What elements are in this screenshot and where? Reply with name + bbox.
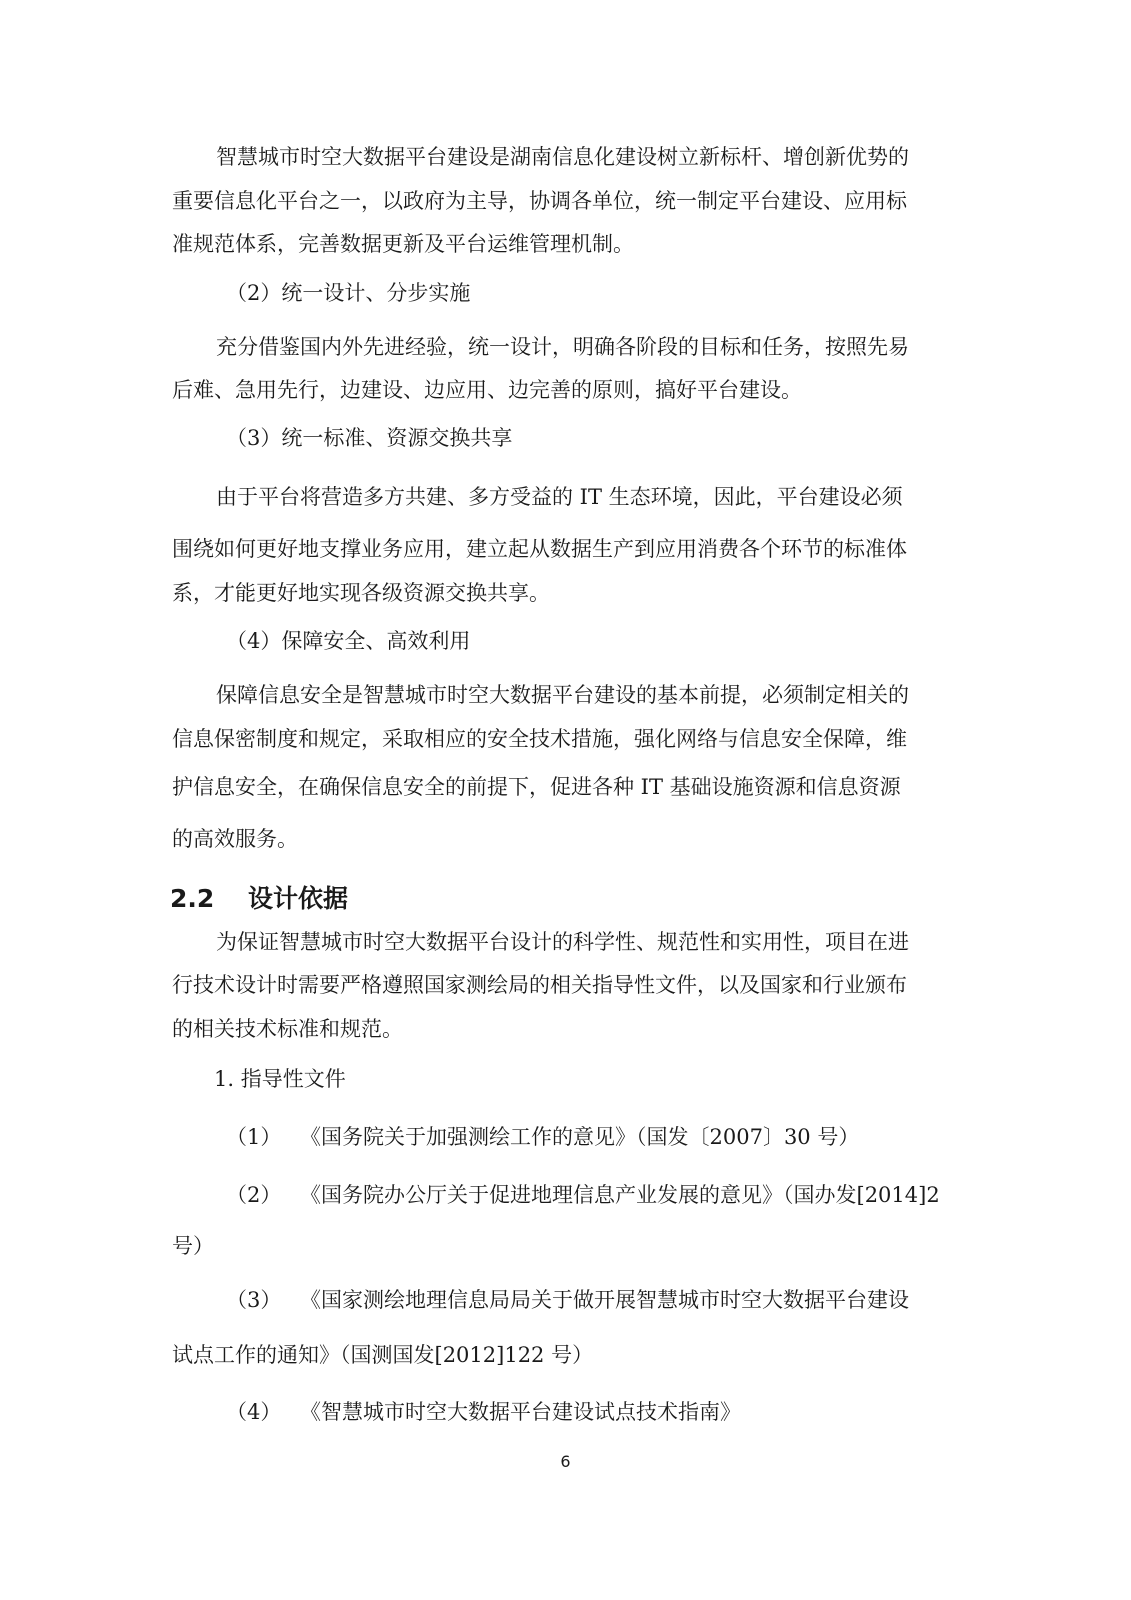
section-heading xyxy=(170,884,348,914)
text-line: 的相关技术标准和规范。 xyxy=(172,1017,403,1041)
text-line: 信息保密制度和规定，采取相应的安全技术措施，强化网络与信息安全保障，维 xyxy=(172,727,907,751)
reference-number: （1） xyxy=(226,1125,282,1149)
principle-heading-3: （3）统一标准、资源交换共享 xyxy=(226,426,513,450)
text-line: 保障信息安全是智慧城市时空大数据平台建设的基本前提，必须制定相关的 xyxy=(216,683,909,707)
section-number: 2.2 xyxy=(170,884,215,913)
reference-text: 《国务院办公厅关于促进地理信息产业发展的意见》（国办发[2014]2 xyxy=(300,1183,940,1207)
reference-continuation: 号） xyxy=(172,1234,214,1258)
text-line: 围绕如何更好地支撑业务应用，建立起从数据生产到应用消费各个环节的标准体 xyxy=(172,537,907,561)
reference-number: （3） xyxy=(226,1288,282,1312)
text-line: 充分借鉴国内外先进经验，统一设计，明确各阶段的目标和任务，按照先易 xyxy=(216,335,909,359)
reference-number: （2） xyxy=(226,1183,282,1207)
text-line: 智慧城市时空大数据平台建设是湖南信息化建设树立新标杆、增创新优势的 xyxy=(216,145,909,169)
text-line: 重要信息化平台之一，以政府为主导，协调各单位，统一制定平台建设、应用标 xyxy=(172,189,907,213)
text-line: 行技术设计时需要严格遵照国家测绘局的相关指导性文件，以及国家和行业颁布 xyxy=(172,973,907,997)
text-line: 准规范体系，完善数据更新及平台运维管理机制。 xyxy=(172,232,634,256)
reference-item xyxy=(226,1124,859,1150)
text-line: 的高效服务。 xyxy=(172,827,298,851)
text-line: 后难、急用先行，边建设、边应用、边完善的原则，搞好平台建设。 xyxy=(172,378,802,402)
reference-item xyxy=(226,1399,741,1425)
subheading-guidance-documents: 1. 指导性文件 xyxy=(214,1067,346,1091)
text-line: 护信息安全，在确保信息安全的前提下，促进各种 IT 基础设施资源和信息资源 xyxy=(172,775,901,799)
reference-text: 《国家测绘地理信息局局关于做开展智慧城市时空大数据平台建设 xyxy=(300,1288,909,1312)
principle-heading-4: （4）保障安全、高效利用 xyxy=(226,629,471,653)
reference-continuation: 试点工作的通知》（国测国发[2012]122 号） xyxy=(172,1343,594,1367)
reference-text: 《国务院关于加强测绘工作的意见》（国发〔2007〕30 号） xyxy=(300,1125,860,1149)
reference-number: （4） xyxy=(226,1400,282,1424)
reference-text: 《智慧城市时空大数据平台建设试点技术指南》 xyxy=(300,1400,741,1424)
reference-item xyxy=(226,1287,909,1313)
section-title: 设计依据 xyxy=(248,884,349,913)
text-line: 由于平台将营造多方共建、多方受益的 IT 生态环境，因此，平台建设必须 xyxy=(216,485,903,509)
text-line: 为保证智慧城市时空大数据平台设计的科学性、规范性和实用性，项目在进 xyxy=(216,930,909,954)
text-line: 系，才能更好地实现各级资源交换共享。 xyxy=(172,581,550,605)
principle-heading-2: （2）统一设计、分步实施 xyxy=(226,281,471,305)
page-number: 6 xyxy=(560,1452,571,1471)
reference-item xyxy=(226,1182,940,1208)
